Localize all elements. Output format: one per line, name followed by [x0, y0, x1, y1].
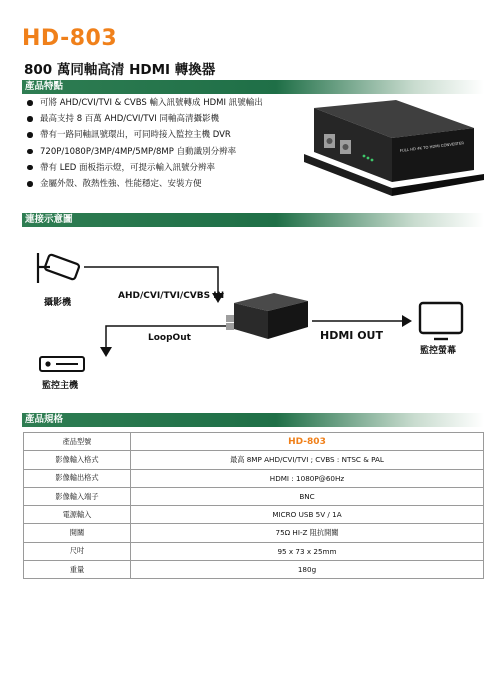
spec-value: MICRO USB 5V / 1A [131, 506, 484, 524]
feature-item: 金屬外殼、散熱性強、性能穩定、安裝方便 [26, 176, 263, 192]
features-list [26, 95, 263, 192]
device-icon [226, 293, 308, 339]
spec-label: 尺吋 [24, 542, 131, 560]
diagram-section-header: 連接示意圖 [22, 213, 484, 227]
spec-label: 電源輸入 [24, 506, 131, 524]
feature-item: 帶有 LED 面板指示燈，可提示輸入訊號分辨率 [26, 160, 263, 176]
feature-item: 720P/1080P/3MP/4MP/5MP/8MP 自動識別分辨率 [26, 144, 263, 160]
spec-value: BNC [131, 487, 484, 505]
device-photo [304, 100, 484, 222]
feature-item: 最高支持 8 百萬 AHD/CVI/TVI 同軸高清攝影機 [26, 111, 263, 127]
spec-label: 開關 [24, 524, 131, 542]
spec-label: 影像輸出格式 [24, 469, 131, 487]
feature-item: 帶有一路同軸訊號環出，可同時接入監控主機 DVR [26, 127, 263, 143]
loopout-label: LoopOut [148, 333, 191, 343]
spec-value: 95 x 73 x 25mm [131, 542, 484, 560]
table-row [24, 542, 484, 560]
device-panel-text: FULL HD 4K TO HDMI CONVERTER [399, 140, 465, 153]
spec-label: 產品型號 [24, 433, 131, 451]
table-row [24, 506, 484, 524]
table-row [24, 561, 484, 579]
table-row [24, 469, 484, 487]
product-name: 800 萬同軸高清 HDMI 轉換器 [24, 62, 216, 78]
dvr-label: 監控主機 [42, 381, 79, 391]
monitor-label: 監控螢幕 [420, 346, 457, 356]
output-label: HDMI OUT [320, 329, 383, 342]
table-row [24, 451, 484, 469]
spec-table [23, 432, 484, 579]
dvr-icon [40, 357, 84, 371]
spec-label: 重量 [24, 561, 131, 579]
table-row [24, 433, 484, 451]
spec-value: 180g [131, 561, 484, 579]
spec-value-model: HD-803 [131, 433, 484, 451]
table-row [24, 524, 484, 542]
connection-diagram [22, 235, 484, 395]
camera-label: 攝影機 [44, 298, 72, 308]
monitor-icon [420, 303, 462, 339]
loopout-arrow [100, 347, 112, 357]
output-arrow [402, 315, 412, 327]
specs-section-header: 產品規格 [22, 413, 484, 427]
spec-label: 影像輸入格式 [24, 451, 131, 469]
model-title: HD-803 [22, 26, 118, 51]
spec-label: 影像輸入端子 [24, 487, 131, 505]
features-section-header: 產品特點 [22, 80, 484, 94]
spec-value: 75Ω HI-Z 阻抗開關 [131, 524, 484, 542]
feature-item: 可將 AHD/CVI/TVI & CVBS 輸入訊號轉成 HDMI 訊號輸出 [26, 95, 263, 111]
spec-value: HDMI : 1080P@60Hz [131, 469, 484, 487]
camera-icon [38, 253, 80, 283]
spec-value: 最高 8MP AHD/CVI/TVI ; CVBS : NTSC & PAL [131, 451, 484, 469]
table-row [24, 487, 484, 505]
input-label: AHD/CVI/TVI/CVBS IN [118, 291, 225, 301]
